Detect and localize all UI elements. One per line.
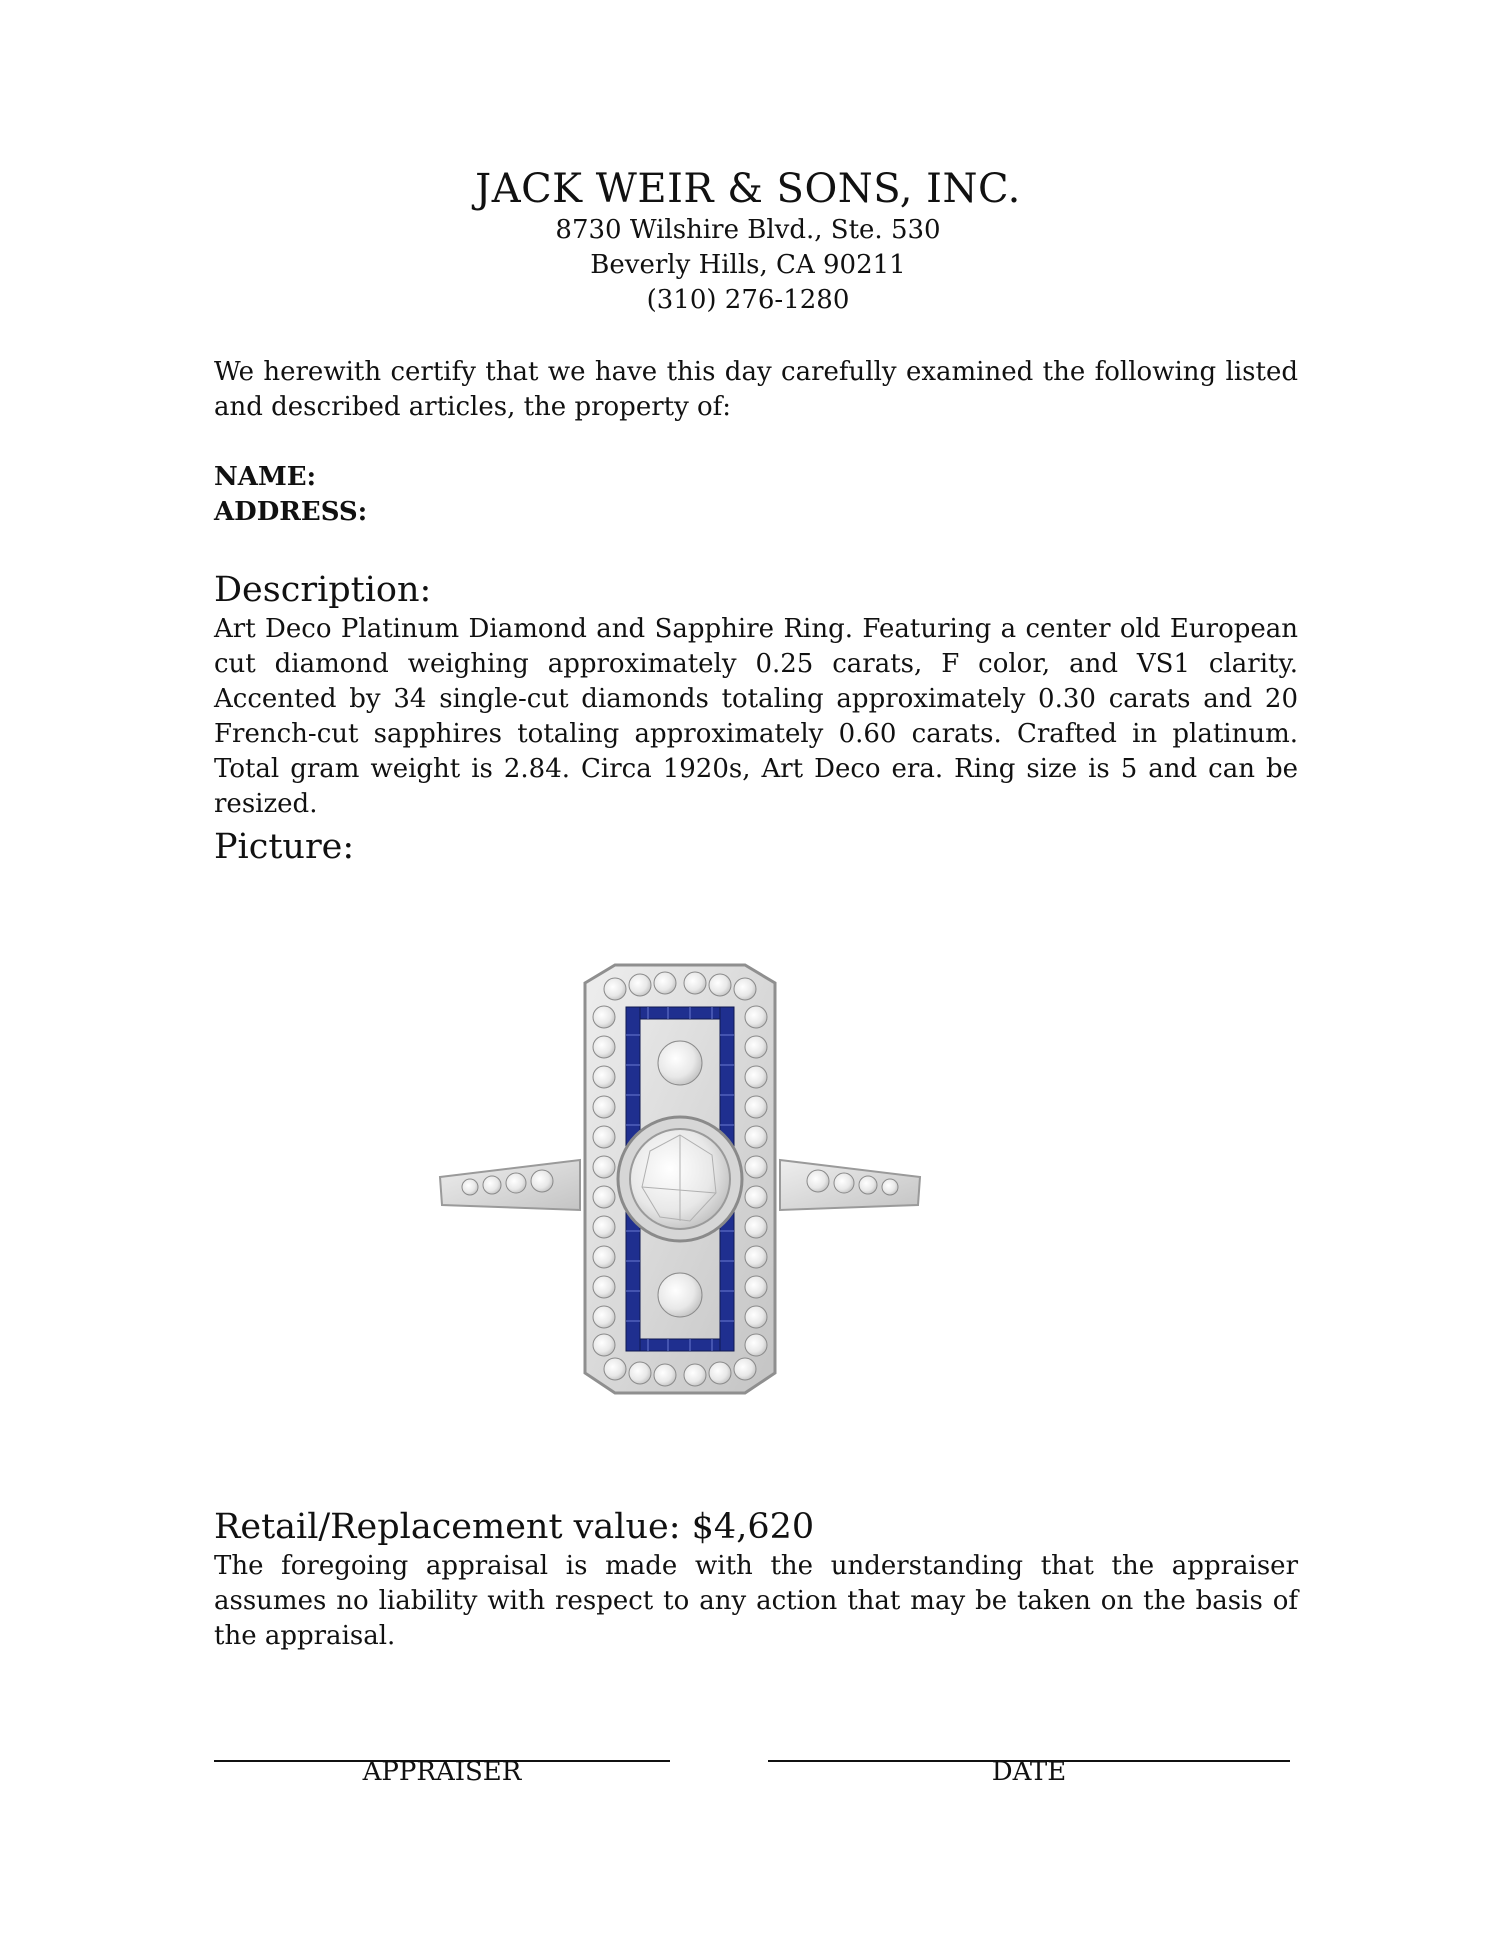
description-text: Art Deco Platinum Diamond and Sapphire Ring. Featuring a center old European cut diamond weighing approximately 0.25 carats, F color, and VS1 clarity. Accented by 34 single-cut diamonds totaling approximately 0.30 carats and 20 French-cut sapphires totaling approximately 0.60 carats. Crafted in platinum. Total gram weight is 2.84. Circa 1920s, Art Deco era. Ring size is 5 and can be resized. xyxy=(214,614,1298,819)
description-heading: Description: xyxy=(214,570,432,610)
valuation-heading: Retail/Replacement value: $4,620 xyxy=(214,1507,815,1547)
appraiser-label: APPRAISER xyxy=(362,1757,522,1787)
company-address-line2: Beverly Hills, CA 90211 xyxy=(590,250,906,280)
company-name: JACK WEIR & SONS, INC. xyxy=(475,166,1021,212)
owner-address-label: ADDRESS: xyxy=(214,497,368,527)
description-section xyxy=(214,568,1298,822)
ring-image xyxy=(420,955,940,1425)
ring-illustration xyxy=(420,955,940,1425)
valuation-section xyxy=(214,1505,1298,1654)
date-label: DATE xyxy=(991,1757,1067,1787)
letterhead xyxy=(0,165,1496,318)
certification-section xyxy=(214,355,1298,425)
owner-section xyxy=(214,460,1298,530)
picture-section xyxy=(214,825,1298,869)
certification-text: We herewith certify that we have this day carefully examined the following listed and described articles, the property of: xyxy=(214,357,1298,422)
company-address-line1: 8730 Wilshire Blvd., Ste. 530 xyxy=(555,215,941,245)
company-phone: (310) 276-1280 xyxy=(646,285,850,315)
picture-heading: Picture: xyxy=(214,827,355,867)
owner-name-label: NAME: xyxy=(214,462,317,492)
valuation-disclaimer: The foregoing appraisal is made with the understanding that the appraiser assumes no liability with respect to any action that may be taken on the basis of the appraisal. xyxy=(214,1551,1298,1651)
